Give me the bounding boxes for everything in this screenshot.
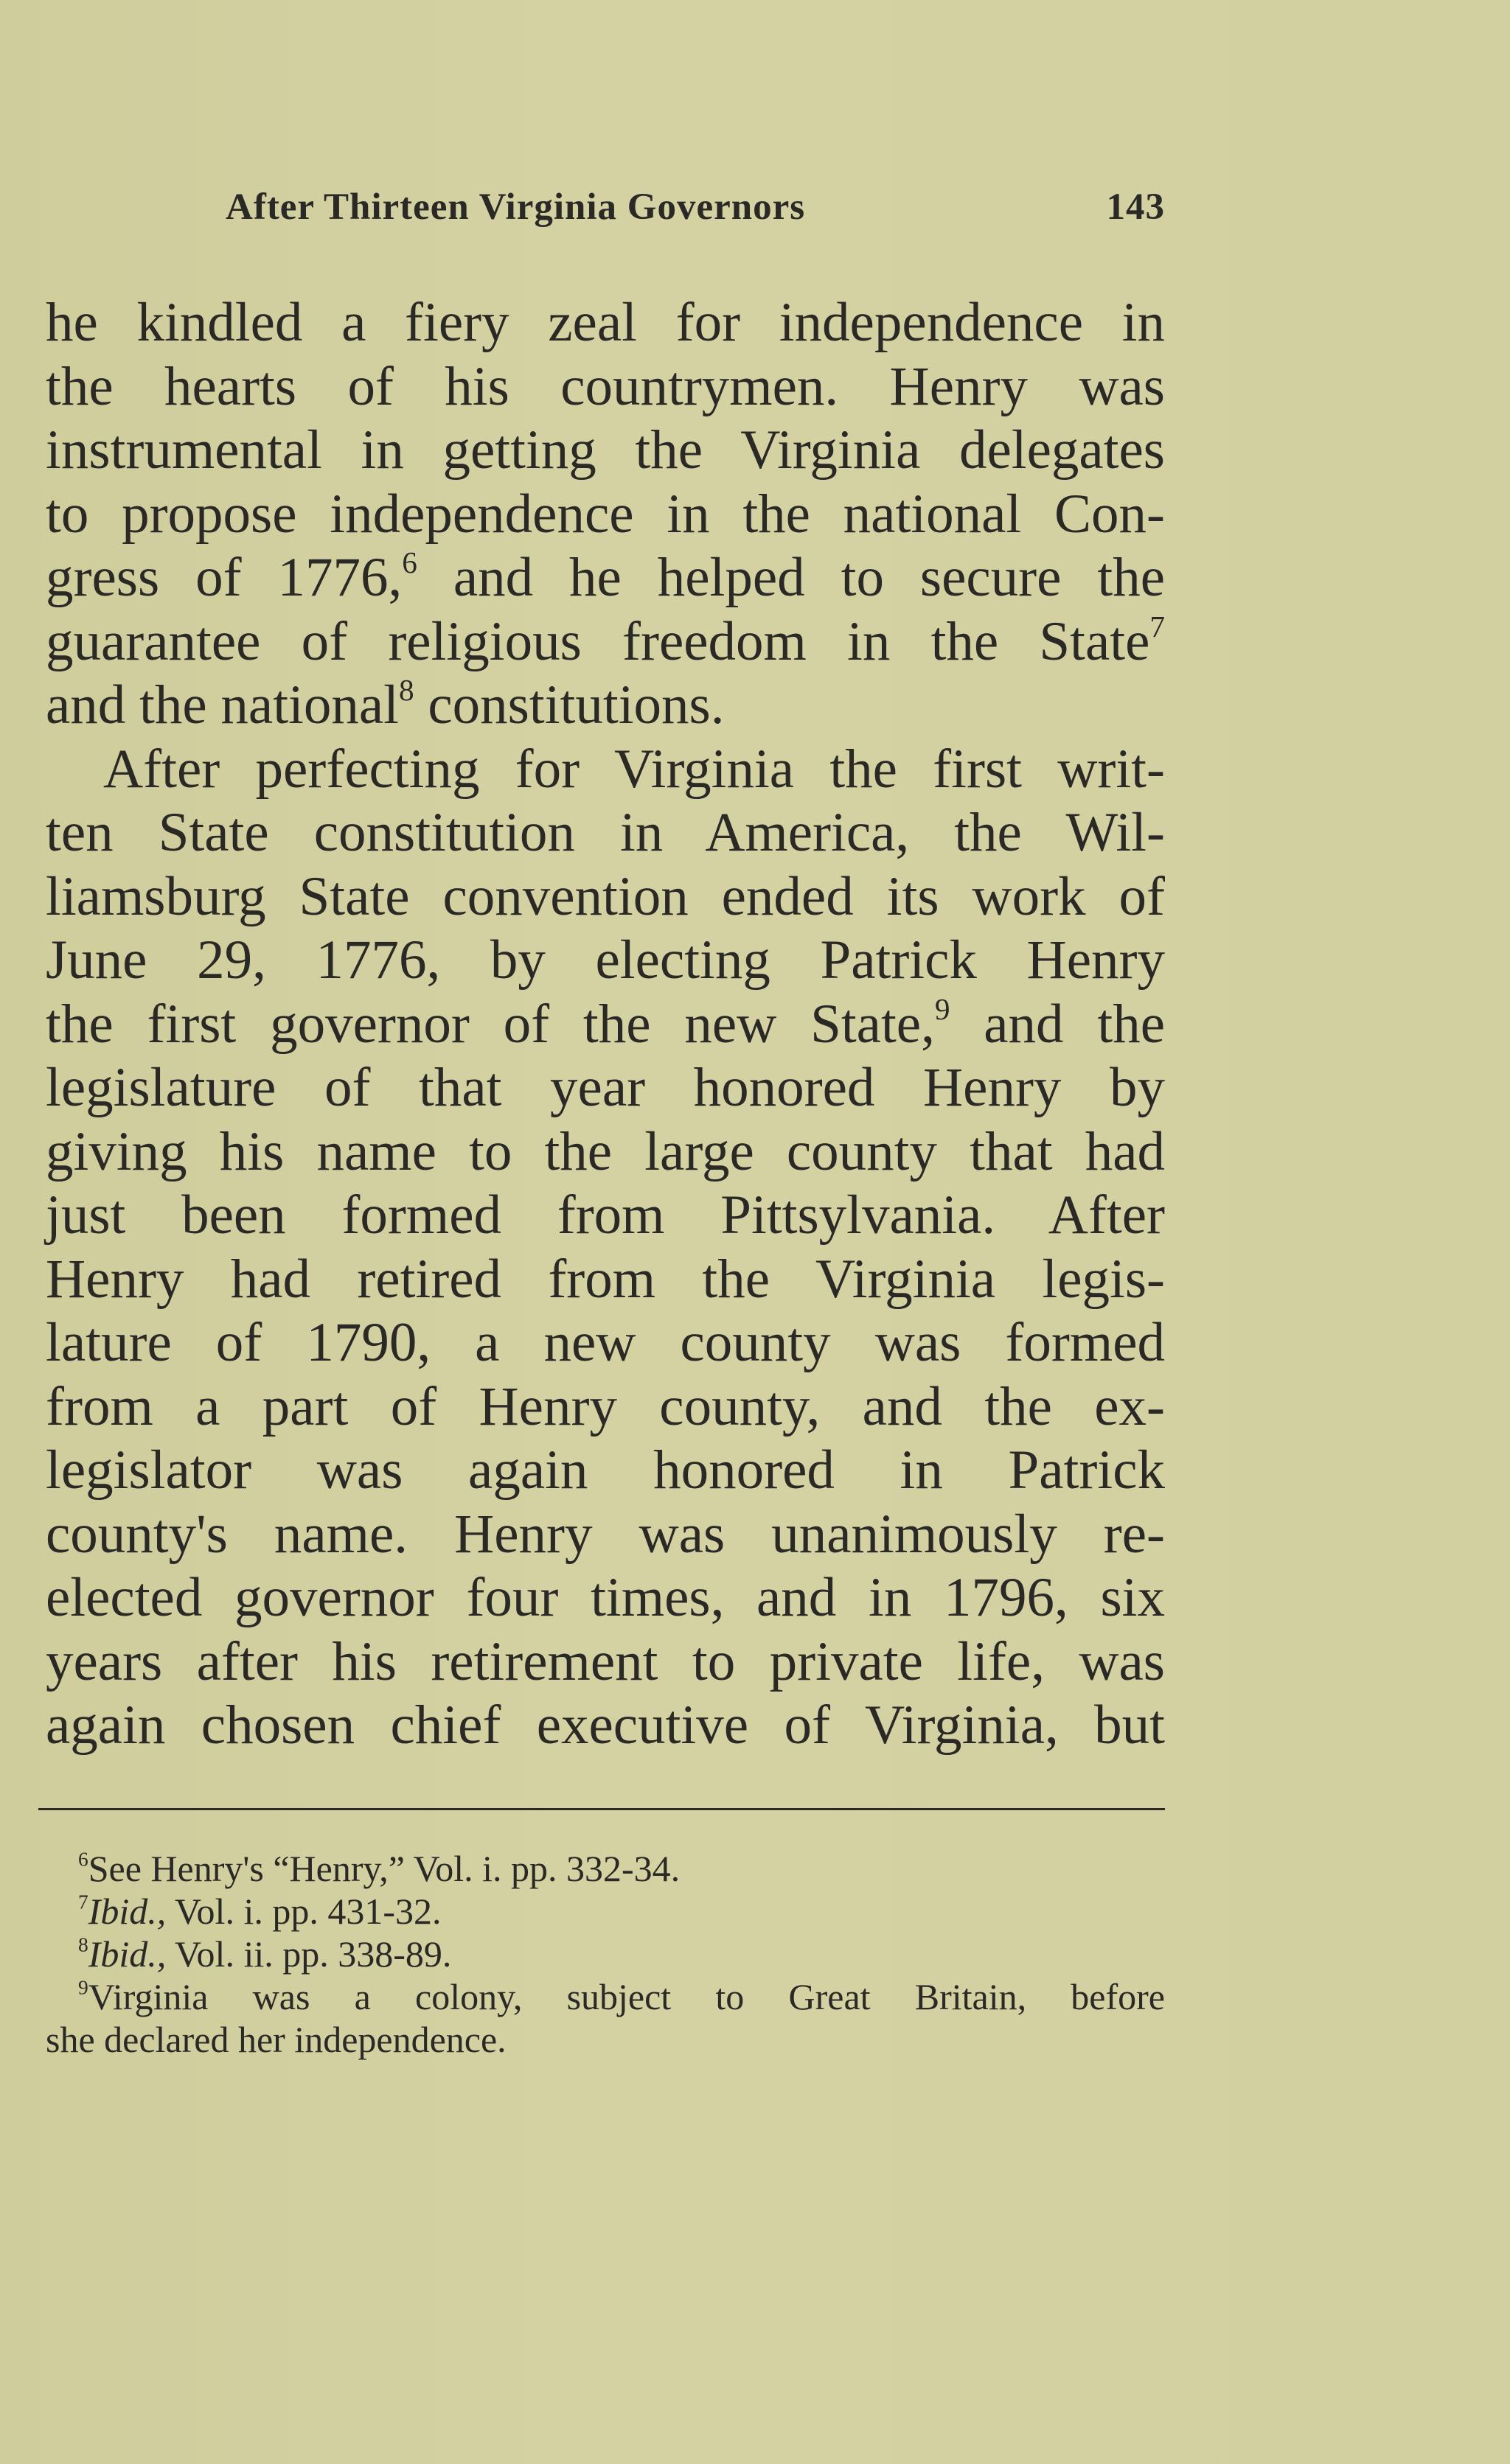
text-line: legislature of that year honored Henry by	[46, 1057, 1165, 1118]
text-line: June 29, 1776, by electing Patrick Henry	[46, 929, 1165, 991]
footnote-9-continued: she declared her independence.	[46, 2019, 507, 2060]
text-line: guarantee of religious freedom in the State$^7$	[46, 609, 1165, 672]
text-line: from a part of Henry county, and the ex-	[46, 1375, 1165, 1437]
footnote-ref-6: 6	[402, 545, 417, 580]
footnote-ref-9: 9	[934, 991, 950, 1026]
text-line: county's name. Henry was unanimously re-	[46, 1503, 1165, 1565]
text-line: elected governor four times, and in 1796, six	[46, 1567, 1165, 1628]
text-line: liamsburg State convention ended its work of	[46, 865, 1165, 927]
footnote-7: $^7$Ibid., Vol. i. pp. 431-32.	[78, 1890, 442, 1932]
text-line: instrumental in getting the Virginia delegates	[46, 419, 1165, 481]
running-head	[46, 186, 1165, 245]
running-title: After Thirteen Virginia Governors	[226, 186, 806, 228]
footnotes	[46, 1847, 1165, 2061]
text-line: giving his name to the large county that had	[46, 1120, 1165, 1182]
text-line: years after his retirement to private life, was	[46, 1630, 1165, 1692]
footnote-ref-8: 8	[399, 673, 414, 708]
text-line: and the national$^8$ constitutions.	[46, 673, 725, 736]
text-line: again chosen chief executive of Virginia, but	[46, 1695, 1165, 1756]
text-line: ten State constitution in America, the Wil-	[46, 802, 1165, 863]
text-line: he kindled a fiery zeal for independence in	[46, 292, 1165, 353]
text-line: just been formed from Pittsylvania. After	[46, 1184, 1165, 1246]
footnote-9: $^9$Virginia was a colony, subject to Great Britain, before	[78, 1975, 1165, 2017]
text-line: lature of 1790, a new county was formed	[46, 1312, 1165, 1373]
text-line: to propose independence in the national Con-	[46, 483, 1165, 545]
text-line: Henry had retired from the Virginia legis-	[46, 1248, 1165, 1310]
text-line: legislator was again honored in Patrick	[46, 1439, 1165, 1501]
text-line: After perfecting for Virginia the first writ-	[103, 738, 1165, 800]
footnote-8: $^8$Ibid., Vol. ii. pp. 338-89.	[78, 1933, 452, 1975]
footnote-ref-7: 7	[1149, 609, 1165, 643]
footnote-6: $^6$See Henry's “Henry,” Vol. i. pp. 332-34.	[78, 1847, 681, 1889]
footnote-divider	[38, 1808, 1165, 1810]
text-line: the hearts of his countrymen. Henry was	[46, 355, 1165, 417]
text-line: gress of 1776,$^6$ and he helped to secure the	[46, 545, 1165, 608]
body-text	[46, 291, 1165, 1758]
text-line: the first governor of the new State,$^9$ and the	[46, 991, 1165, 1055]
page-number: 143	[1106, 186, 1165, 228]
